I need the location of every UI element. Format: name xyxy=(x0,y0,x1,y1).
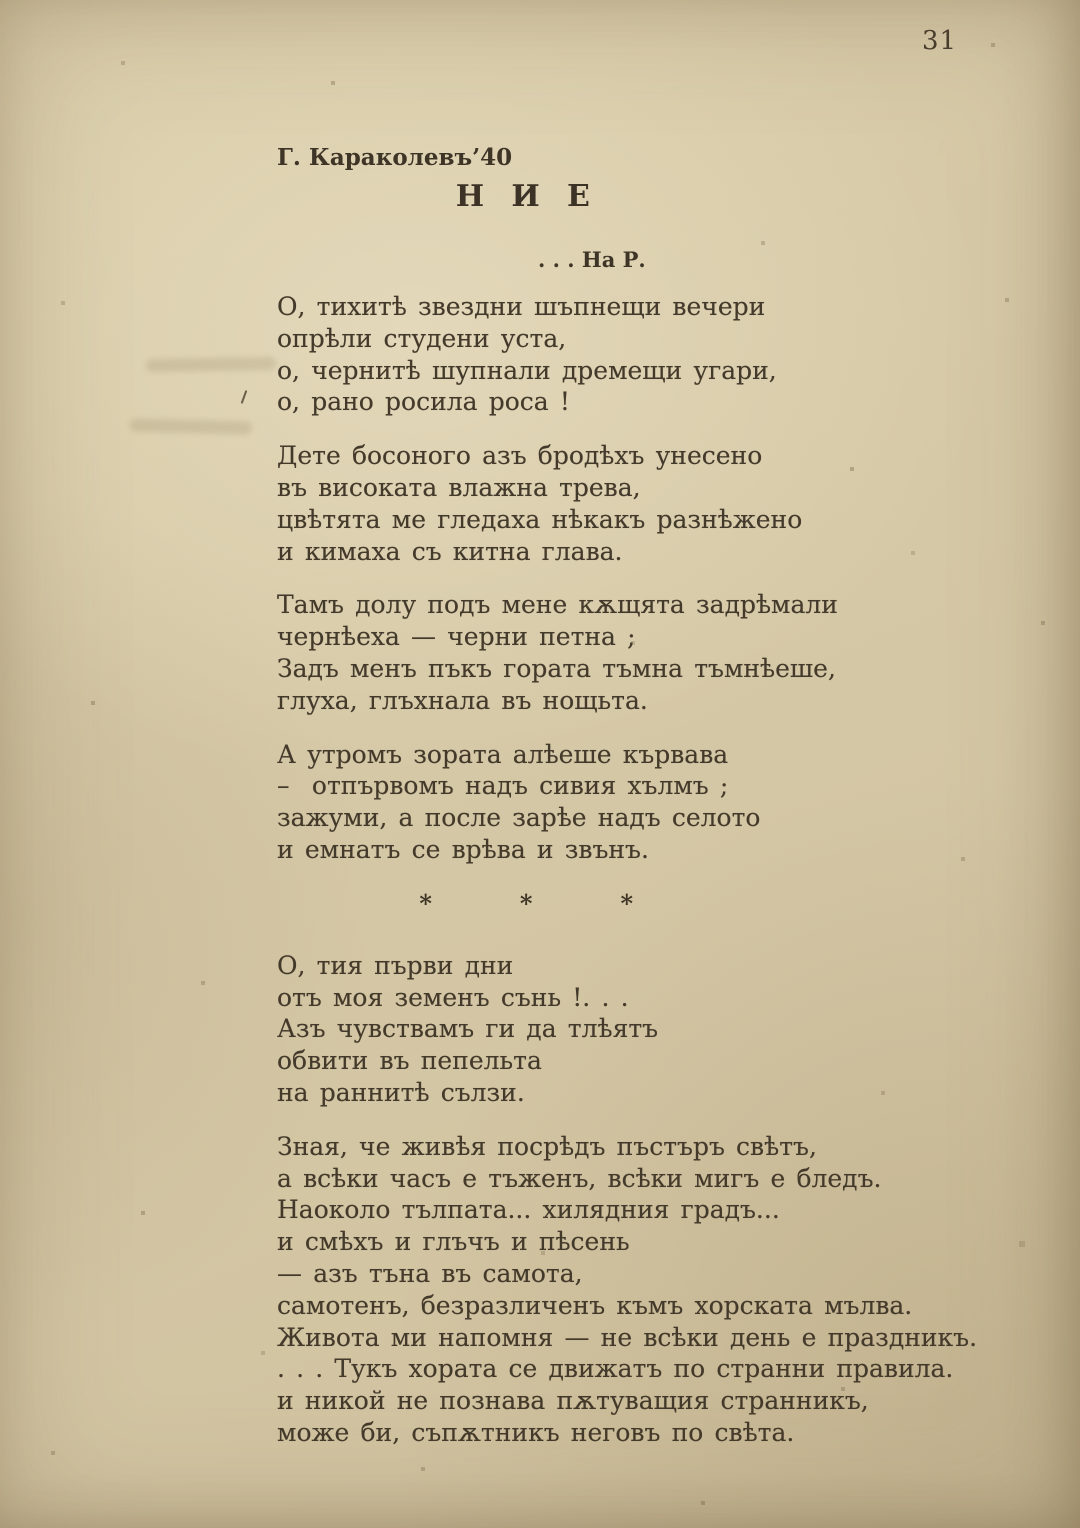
poem-line: Живота ми напомня — не всѣки день е праздникъ. xyxy=(277,1322,978,1352)
stanza-separator: * * * xyxy=(419,888,655,918)
stanza-6 xyxy=(277,1131,997,1449)
poem-line: и емнатъ се врѣва и звънъ. xyxy=(277,834,649,864)
poem-line: въ високата влажна трева, xyxy=(277,472,641,502)
poem-line: глуха, глъхнала въ нощьта. xyxy=(277,685,648,715)
poem-line: Задъ менъ пъкъ гората тъмна тъмнѣеше, xyxy=(277,653,836,683)
poem-line: опрѣли студени уста, xyxy=(277,323,567,353)
poem-line: отъ моя земенъ сънь !. . . xyxy=(277,982,629,1012)
poem-line: О, тия първи дни xyxy=(277,950,514,980)
poem-line: Дете босоного азъ бродѣхъ унесено xyxy=(277,441,763,471)
poem-line: зажуми, а после зарѣе надъ селото xyxy=(277,803,761,833)
stanza-4 xyxy=(277,739,997,866)
poem-line: Азъ чувствамъ ги да тлѣятъ xyxy=(277,1014,659,1044)
poem-line: на раннитѣ сълзи. xyxy=(277,1077,525,1107)
poem-line: . . . Тукъ хората се движатъ по странни правила. xyxy=(277,1354,954,1384)
page-number: 31 xyxy=(922,26,958,56)
poem-line: а всѣки часъ е тъженъ, всѣки мигъ е бледъ. xyxy=(277,1163,882,1193)
stanza-3 xyxy=(277,589,997,716)
poem-line: о, рано росила роса ! xyxy=(277,387,570,417)
stanza-5 xyxy=(277,950,997,1109)
poem-line: А утромъ зората алѣеше кървава xyxy=(277,739,729,769)
stanza-2 xyxy=(277,440,997,567)
poem-line: и никой не познава пѫтуващия странникъ, xyxy=(277,1386,869,1416)
poem-body xyxy=(277,291,997,1471)
poem-line: и кимаха съ китна глава. xyxy=(277,536,623,566)
stanza-1 xyxy=(277,291,997,418)
ink-showthrough xyxy=(146,357,276,372)
stray-mark xyxy=(241,390,248,404)
poem-line: Наоколо тълпата... хилядния градъ... xyxy=(277,1195,780,1225)
ink-showthrough xyxy=(130,418,252,434)
poem-line: Зная, че живѣя посрѣдъ пъстъръ свѣтъ, xyxy=(277,1131,817,1161)
poem-line: Тамъ долу подъ мене кѫщята задрѣмали xyxy=(277,590,838,620)
poem-line: чернѣеха — черни петна ; xyxy=(277,622,636,652)
poem-title: Н И Е xyxy=(455,179,599,214)
poem-line: може би, съпѫтникъ неговъ по свѣта. xyxy=(277,1417,795,1447)
poem-line: – отпървомъ надъ сивия хълмъ ; xyxy=(277,771,729,801)
poem-line: цвѣтята ме гледаха нѣкакъ разнѣжено xyxy=(277,504,803,534)
poem-line: и смѣхъ и глъчъ и пѣсень xyxy=(277,1227,630,1257)
poem-line: о, чернитѣ шупнали дремещи угари, xyxy=(277,355,777,385)
poem-line: О, тихитѣ звездни шъпнещи вечери xyxy=(277,292,766,321)
poem-line: обвити въ пепельта xyxy=(277,1046,542,1076)
poem-line: — азъ тъна въ самота, xyxy=(277,1258,583,1288)
author-byline: Г. Караколевъ’40 xyxy=(277,144,513,171)
dedication: . . . На Р. xyxy=(538,247,646,272)
paper-specks xyxy=(0,0,2,2)
poem-line: самотенъ, безразличенъ къмъ хорската мълва. xyxy=(277,1290,913,1320)
